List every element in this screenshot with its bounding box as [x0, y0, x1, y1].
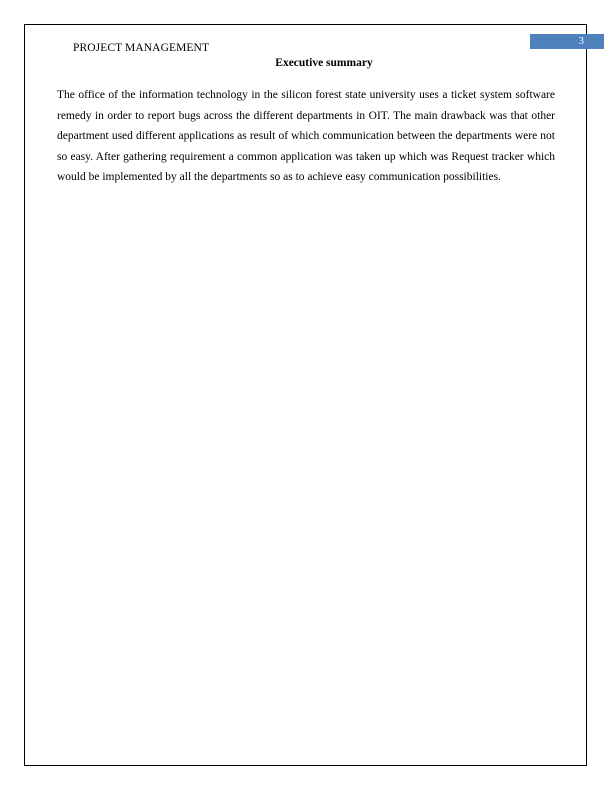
page-number: 3 — [530, 34, 604, 49]
running-head: PROJECT MANAGEMENT — [73, 42, 210, 54]
body-paragraph: The office of the information technology in the silicon forest state university uses a ticket system software remedy in order to report bugs across the different departments in OIT. The main drawback was that other department used different applications as result of which communication between the departments were not so easy. After gathering requirement a common application was taken up which was Request tracker which would be implemented by all the departments so as to achieve easy communication possibilities. — [57, 89, 555, 184]
section-heading: Executive summary — [275, 57, 373, 69]
